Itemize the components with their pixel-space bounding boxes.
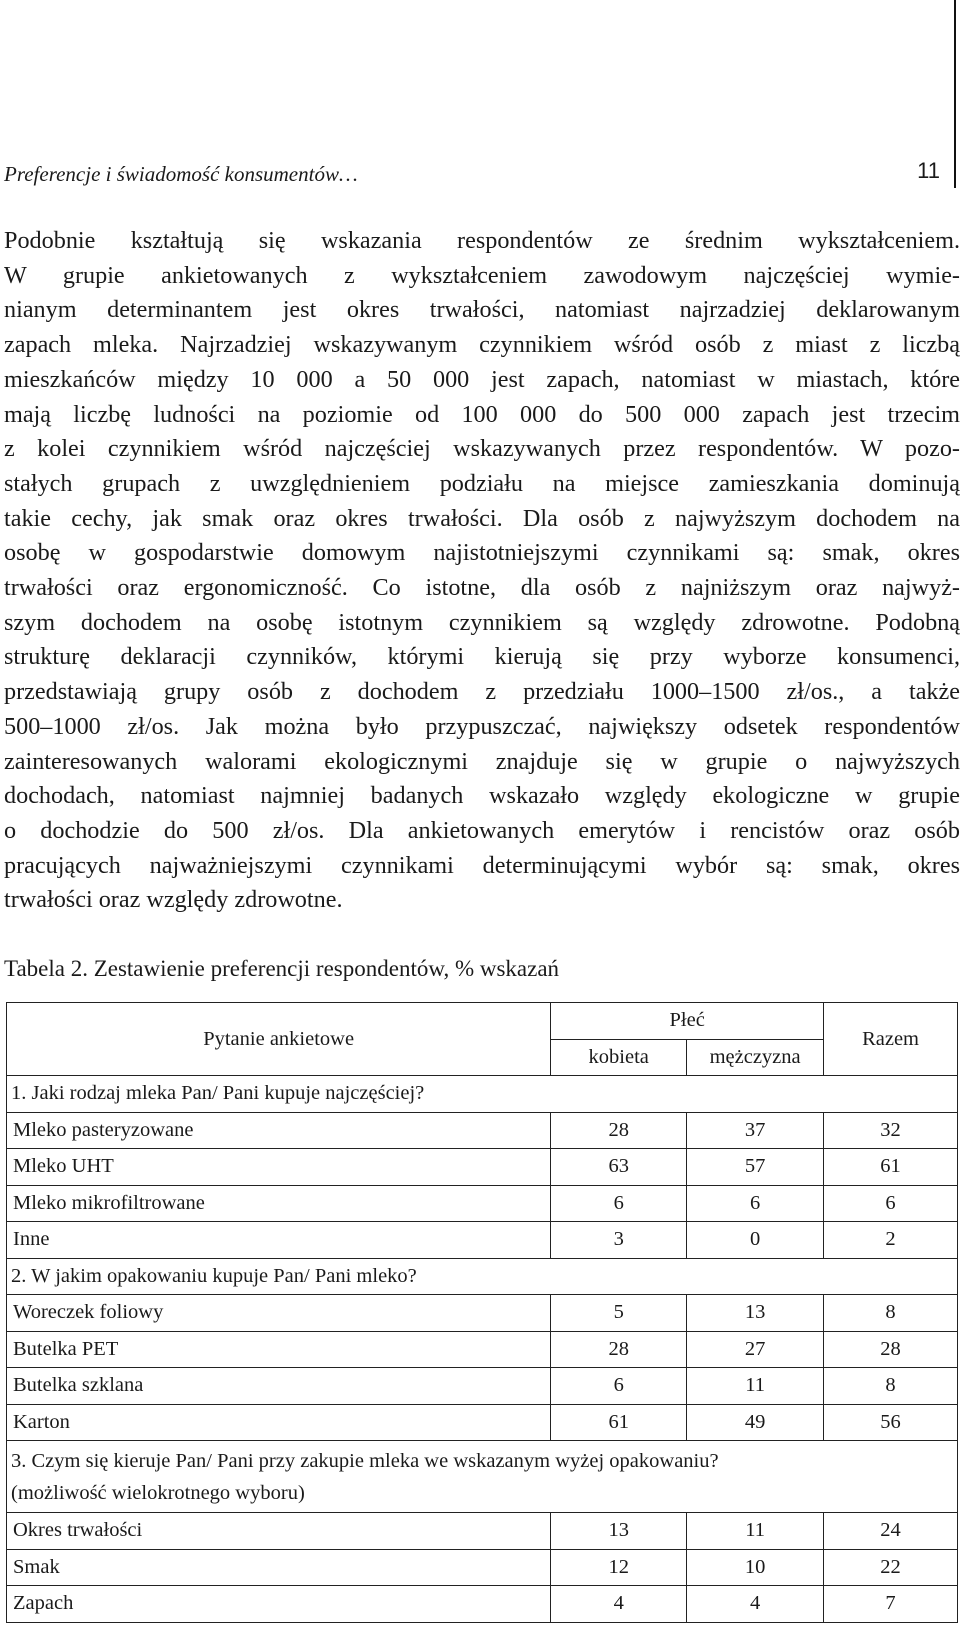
paragraph-line: o dochodzie do 500 zł/os. Dla ankietowanych emerytów i rencistów oraz osób xyxy=(4,816,960,844)
paragraph-line: Podobnie kształtują się wskazania respondentów ze średnim wykształceniem. xyxy=(4,227,960,254)
cell-total: 22 xyxy=(824,1549,958,1586)
table-row xyxy=(7,1222,958,1259)
cell-male: 57 xyxy=(687,1149,824,1186)
col-total-header: Razem xyxy=(824,1003,958,1076)
cell-male: 13 xyxy=(687,1295,824,1332)
cell-female: 13 xyxy=(551,1513,687,1550)
paragraph-line: takie cechy, jak smak oraz okres trwałości. Dla osób z najwyższym dochodem na xyxy=(4,504,960,532)
question-note: (możliwość wielokrotnego wyboru) xyxy=(11,1481,305,1504)
cell-male: 10 xyxy=(687,1549,824,1586)
row-label: Butelka szklana xyxy=(7,1368,551,1405)
cell-male: 11 xyxy=(687,1368,824,1405)
row-label: Butelka PET xyxy=(7,1331,551,1368)
body-paragraph xyxy=(4,224,960,918)
cell-male: 49 xyxy=(687,1404,824,1441)
table-row xyxy=(7,1513,958,1550)
paragraph-line: osobę w gospodarstwie domowym najistotniejszymi czynnikami są: smak, okres xyxy=(4,539,960,567)
paragraph-line: zapach mleka. Najrzadziej wskazywanym czynnikiem wśród osób z miast z liczbą xyxy=(4,331,960,359)
cell-female: 4 xyxy=(551,1586,687,1623)
row-label: Okres trwałości xyxy=(7,1513,551,1550)
paragraph-line: mieszkańców między 10 000 a 50 000 jest zapach, natomiast w miastach, które xyxy=(4,365,960,393)
cell-female: 28 xyxy=(551,1112,687,1149)
page-number: 11 xyxy=(917,158,940,183)
row-label: Zapach xyxy=(7,1586,551,1623)
paragraph-line: trwałości oraz względy zdrowotne. xyxy=(4,886,343,914)
cell-total: 2 xyxy=(824,1222,958,1259)
cell-total: 28 xyxy=(824,1331,958,1368)
question-row xyxy=(7,1076,958,1113)
col-gender-header: Płeć xyxy=(551,1003,824,1040)
cell-total: 24 xyxy=(824,1513,958,1550)
cell-total: 6 xyxy=(824,1185,958,1222)
cell-total: 8 xyxy=(824,1295,958,1332)
paragraph-line: przedstawiają grupy osób z dochodem z przedziału 1000–1500 zł/os., a także xyxy=(4,678,960,706)
cell-female: 12 xyxy=(551,1549,687,1586)
running-title: Preferencje i świadomość konsumentów… xyxy=(4,162,358,186)
question-text: 1. Jaki rodzaj mleka Pan/ Pani kupuje najczęściej? xyxy=(7,1076,958,1113)
row-label: Inne xyxy=(7,1222,551,1259)
question-row xyxy=(7,1258,958,1295)
row-label: Smak xyxy=(7,1549,551,1586)
row-label: Woreczek foliowy xyxy=(7,1295,551,1332)
question-cell xyxy=(7,1441,958,1513)
paragraph-line: trwałości oraz ergonomiczność. Co istotne, dla osób z najniższym oraz najwyż- xyxy=(4,574,960,602)
row-label: Karton xyxy=(7,1404,551,1441)
running-header xyxy=(4,158,940,194)
table-row xyxy=(7,1185,958,1222)
table-caption: Tabela 2. Zestawienie preferencji respondentów, % wskazań xyxy=(4,956,560,981)
table-row xyxy=(7,1331,958,1368)
cell-female: 28 xyxy=(551,1331,687,1368)
col-male-header: mężczyzna xyxy=(687,1039,824,1076)
paragraph-line: pracujących najważniejszymi czynnikami determinującymi wybór są: smak, okres xyxy=(4,851,960,879)
cell-total: 7 xyxy=(824,1586,958,1623)
paragraph-line: mają liczbę ludności na poziomie od 100 000 do 500 000 zapach jest trzecim xyxy=(4,400,960,428)
table-header-row xyxy=(7,1003,958,1040)
table-row xyxy=(7,1368,958,1405)
table-row xyxy=(7,1112,958,1149)
paragraph-line: szym dochodem na osobę istotnym czynnikiem są względy zdrowotne. Podobną xyxy=(4,608,960,636)
cell-total: 8 xyxy=(824,1368,958,1405)
cell-male: 6 xyxy=(687,1185,824,1222)
table-row xyxy=(7,1149,958,1186)
col-question-header: Pytanie ankietowe xyxy=(7,1003,551,1076)
cell-male: 0 xyxy=(687,1222,824,1259)
paragraph-line: dochodach, natomiast najmniej badanych wskazało względy ekologiczne w grupie xyxy=(4,782,960,810)
paragraph-line: z kolei czynnikiem wśród najczęściej wskazywanych przez respondentów. W pozo- xyxy=(4,435,960,463)
cell-female: 6 xyxy=(551,1368,687,1405)
cell-male: 4 xyxy=(687,1586,824,1623)
cell-female: 63 xyxy=(551,1149,687,1186)
cell-male: 11 xyxy=(687,1513,824,1550)
cell-female: 6 xyxy=(551,1185,687,1222)
table-row xyxy=(7,1549,958,1586)
question-text: 2. W jakim opakowaniu kupuje Pan/ Pani mleko? xyxy=(7,1258,958,1295)
cell-total: 56 xyxy=(824,1404,958,1441)
cell-female: 61 xyxy=(551,1404,687,1441)
question-text: 3. Czym się kieruje Pan/ Pani przy zakupie mleka we wskazanym wyżej opakowaniu? xyxy=(11,1449,719,1472)
cell-male: 27 xyxy=(687,1331,824,1368)
row-label: Mleko pasteryzowane xyxy=(7,1112,551,1149)
paragraph-line: 500–1000 zł/os. Jak można było przypuszczać, największy odsetek respondentów xyxy=(4,712,960,740)
page-edge-line xyxy=(954,0,956,188)
paragraph-line: strukturę deklaracji czynników, którymi kierują się przy wyborze konsumenci, xyxy=(4,643,960,671)
paragraph-line: zainteresowanych walorami ekologicznymi znajduje się w grupie o najwyższych xyxy=(4,747,960,775)
cell-total: 32 xyxy=(824,1112,958,1149)
table-row xyxy=(7,1586,958,1623)
cell-total: 61 xyxy=(824,1149,958,1186)
paragraph-line: nianym determinantem jest okres trwałości, natomiast najrzadziej deklarowanym xyxy=(4,296,960,324)
cell-female: 3 xyxy=(551,1222,687,1259)
paragraph-line: W grupie ankietowanych z wykształceniem zawodowym najczęściej wymie- xyxy=(4,261,960,289)
table-row xyxy=(7,1295,958,1332)
question-row xyxy=(7,1441,958,1513)
paragraph-line: stałych grupach z uwzględnieniem podziału na miejsce zamieszkania dominują xyxy=(4,469,960,497)
preferences-table xyxy=(6,1002,958,1623)
cell-female: 5 xyxy=(551,1295,687,1332)
row-label: Mleko UHT xyxy=(7,1149,551,1186)
cell-male: 37 xyxy=(687,1112,824,1149)
table-row xyxy=(7,1404,958,1441)
col-female-header: kobieta xyxy=(551,1039,687,1076)
row-label: Mleko mikrofiltrowane xyxy=(7,1185,551,1222)
